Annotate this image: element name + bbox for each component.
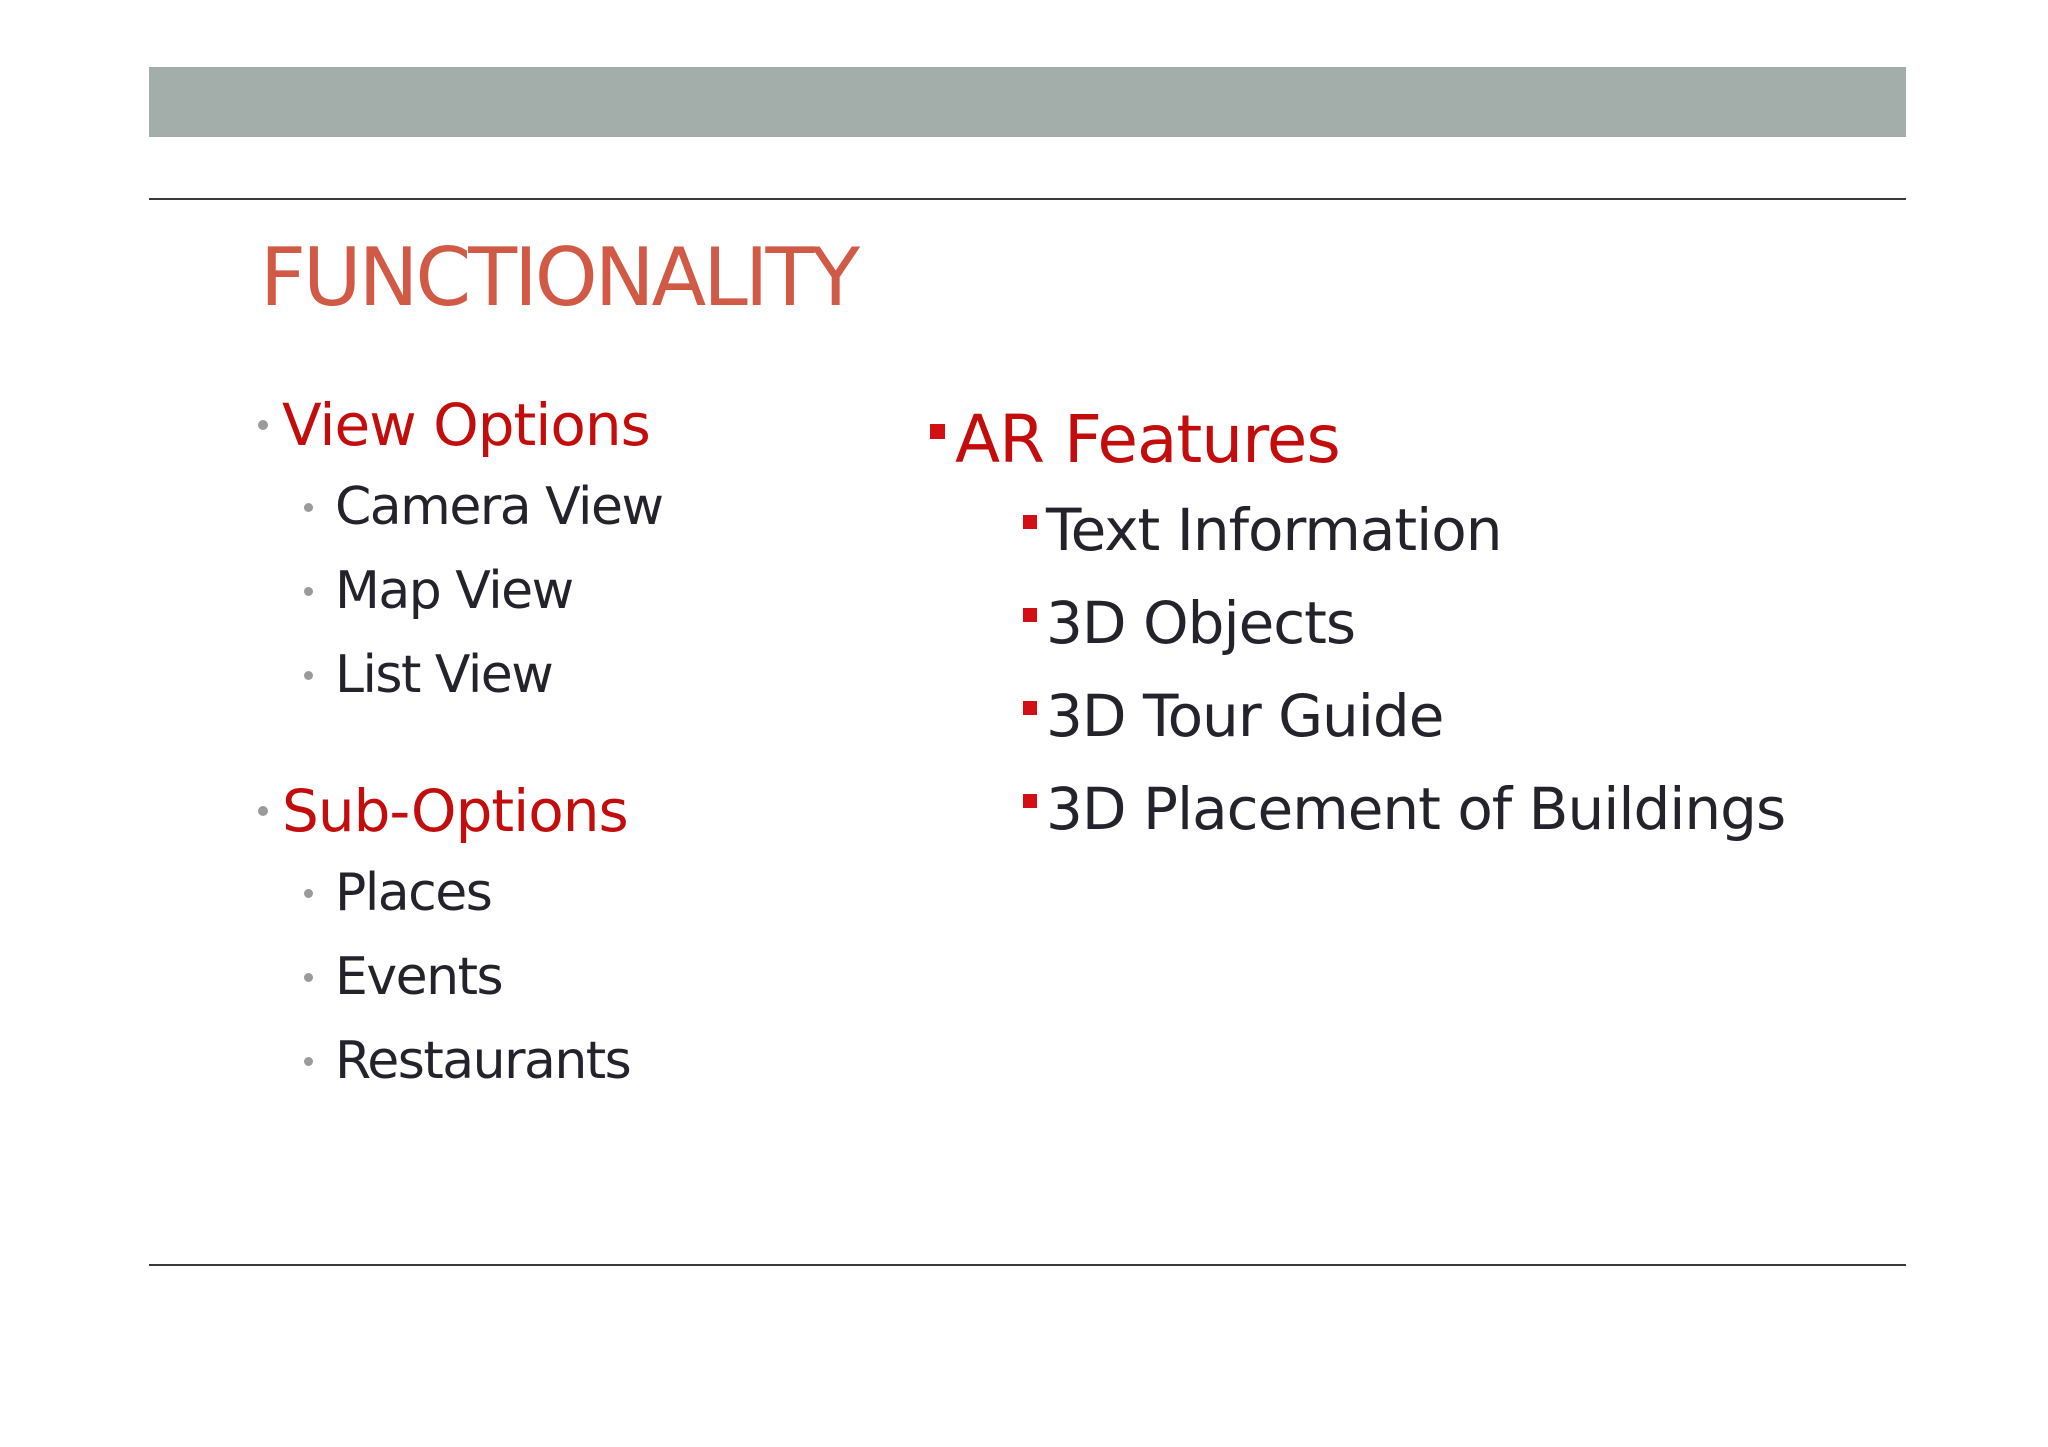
list-item: [258, 1019, 898, 1103]
list-item: [930, 669, 1890, 762]
view-options-group: [258, 385, 898, 717]
list-item: [258, 851, 898, 935]
dot-bullet-icon: [258, 806, 268, 816]
list-item: [930, 762, 1890, 855]
heading-text: AR Features: [955, 400, 1340, 478]
list-item: [258, 549, 898, 633]
list-item: [258, 465, 898, 549]
square-bullet-icon: [1023, 608, 1037, 622]
dot-bullet-icon: [304, 503, 313, 512]
list-item: [258, 935, 898, 1019]
dot-bullet-icon: [304, 671, 313, 680]
dot-bullet-icon: [304, 889, 313, 898]
bottom-divider: [149, 1264, 1906, 1266]
list-item-text: Events: [335, 947, 503, 1007]
list-item: [258, 633, 898, 717]
square-bullet-icon: [1023, 701, 1037, 715]
square-bullet-icon: [930, 424, 945, 439]
list-item-text: 3D Placement of Buildings: [1046, 774, 1786, 843]
slide-title: FUNCTIONALITY: [260, 231, 858, 324]
dot-bullet-icon: [304, 1057, 313, 1066]
list-item-text: Text Information: [1046, 495, 1502, 564]
bullet-heading: [258, 771, 898, 851]
dot-bullet-icon: [258, 420, 268, 430]
list-item-text: List View: [335, 645, 553, 705]
sub-options-group: [258, 771, 898, 1103]
heading-text: Sub-Options: [282, 777, 628, 845]
list-item: [930, 483, 1890, 576]
top-divider: [149, 198, 1906, 200]
bullet-heading: [930, 395, 1890, 483]
right-column: [930, 395, 1890, 855]
header-band: [149, 67, 1906, 137]
list-item-text: Camera View: [335, 477, 663, 537]
list-item-text: Map View: [335, 561, 573, 621]
list-item-text: Restaurants: [335, 1031, 631, 1091]
square-bullet-icon: [1023, 515, 1037, 529]
list-item-text: 3D Tour Guide: [1046, 681, 1444, 750]
list-item-text: 3D Objects: [1046, 588, 1356, 657]
dot-bullet-icon: [304, 587, 313, 596]
list-item: [930, 576, 1890, 669]
dot-bullet-icon: [304, 973, 313, 982]
list-item-text: Places: [335, 863, 492, 923]
square-bullet-icon: [1023, 794, 1037, 808]
heading-text: View Options: [282, 391, 650, 459]
left-column: [258, 385, 898, 1103]
bullet-heading: [258, 385, 898, 465]
